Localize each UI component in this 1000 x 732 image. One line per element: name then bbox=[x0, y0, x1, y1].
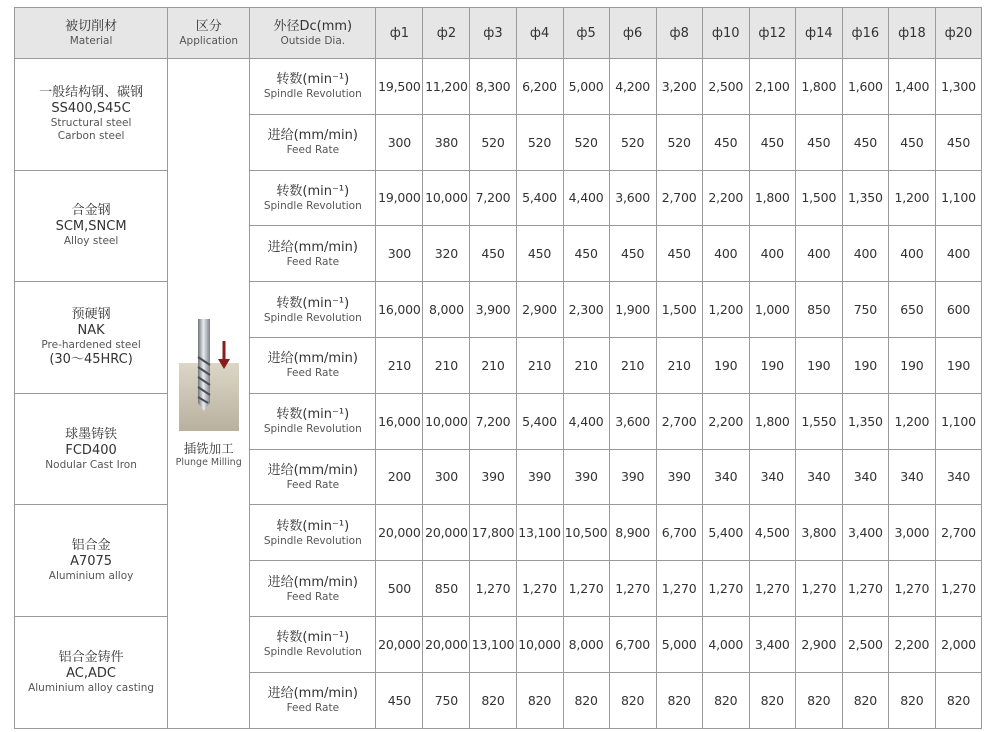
speed-value-cell: 16,000 bbox=[376, 282, 423, 338]
speed-value-cell: 2,700 bbox=[656, 393, 702, 449]
feed-value-cell: 1,270 bbox=[842, 561, 888, 617]
speed-value-cell: 1,800 bbox=[795, 59, 842, 115]
material-name-en-2: (30～45HRC) bbox=[49, 351, 133, 367]
header-diameter: ф16 bbox=[842, 8, 888, 59]
feed-value-cell: 300 bbox=[376, 226, 423, 282]
row-label-zh: 进给(mm/min) bbox=[267, 574, 358, 590]
feed-value-cell: 820 bbox=[795, 672, 842, 728]
material-cell bbox=[15, 505, 168, 617]
spindle-revolution-label bbox=[250, 393, 376, 449]
material-name-en: Alloy steel bbox=[63, 235, 119, 248]
speed-value-cell: 1,200 bbox=[702, 282, 749, 338]
speed-value-cell: 2,200 bbox=[702, 170, 749, 226]
header-application-en: Application bbox=[179, 34, 239, 47]
feed-value-cell: 400 bbox=[842, 226, 888, 282]
feed-value-cell: 210 bbox=[609, 337, 656, 393]
feed-value-cell: 450 bbox=[842, 114, 888, 170]
feed-value-cell: 210 bbox=[423, 337, 470, 393]
header-row bbox=[15, 8, 982, 59]
header-diameter: ф8 bbox=[656, 8, 702, 59]
header-diameter: ф10 bbox=[702, 8, 749, 59]
material-name-en: Aluminium alloy bbox=[48, 570, 134, 583]
feed-value-cell: 210 bbox=[516, 337, 563, 393]
feed-rate-label bbox=[250, 672, 376, 728]
speed-value-cell: 4,400 bbox=[563, 170, 609, 226]
feed-value-cell: 340 bbox=[795, 449, 842, 505]
row-label-en: Feed Rate bbox=[286, 144, 340, 157]
feed-value-cell: 1,270 bbox=[935, 561, 981, 617]
row-label-zh: 转数(min⁻¹) bbox=[276, 72, 350, 88]
header-diameter: ф6 bbox=[609, 8, 656, 59]
feed-value-cell: 820 bbox=[656, 672, 702, 728]
spindle-revolution-label bbox=[250, 170, 376, 226]
table-body bbox=[15, 59, 982, 729]
speed-value-cell: 1,800 bbox=[749, 170, 795, 226]
speed-value-cell: 13,100 bbox=[516, 505, 563, 561]
feed-value-cell: 450 bbox=[656, 226, 702, 282]
feed-value-cell: 190 bbox=[842, 337, 888, 393]
feed-rate-label bbox=[250, 337, 376, 393]
speed-value-cell: 1,000 bbox=[749, 282, 795, 338]
header-diameter: ф12 bbox=[749, 8, 795, 59]
speed-value-cell: 1,100 bbox=[935, 393, 981, 449]
table-row bbox=[15, 393, 982, 449]
material-name-zh: 预硬钢 bbox=[71, 306, 111, 322]
speed-value-cell: 4,400 bbox=[563, 393, 609, 449]
material-name-zh: 合金钢 bbox=[71, 203, 111, 219]
speed-value-cell: 5,400 bbox=[702, 505, 749, 561]
material-name-zh: 一般结构钢、碳钢 bbox=[39, 85, 144, 101]
speed-value-cell: 1,400 bbox=[888, 59, 935, 115]
speed-value-cell: 7,200 bbox=[470, 393, 516, 449]
table-row bbox=[15, 616, 982, 672]
speed-value-cell: 3,200 bbox=[656, 59, 702, 115]
feed-value-cell: 200 bbox=[376, 449, 423, 505]
plunge-milling-cutter-icon bbox=[177, 317, 241, 433]
feed-value-cell: 450 bbox=[376, 672, 423, 728]
feed-value-cell: 1,270 bbox=[888, 561, 935, 617]
speed-value-cell: 2,300 bbox=[563, 282, 609, 338]
feed-value-cell: 820 bbox=[935, 672, 981, 728]
row-label-zh: 转数(min⁻¹) bbox=[276, 630, 350, 646]
row-label-en: Feed Rate bbox=[286, 255, 340, 268]
material-code: A7075 bbox=[70, 554, 113, 570]
header-diameter: ф18 bbox=[888, 8, 935, 59]
speed-value-cell: 5,000 bbox=[656, 616, 702, 672]
speed-value-cell: 2,500 bbox=[842, 616, 888, 672]
speed-value-cell: 2,000 bbox=[935, 616, 981, 672]
material-cell bbox=[15, 59, 168, 171]
speed-value-cell: 850 bbox=[795, 282, 842, 338]
speed-value-cell: 19,500 bbox=[376, 59, 423, 115]
feed-value-cell: 820 bbox=[842, 672, 888, 728]
feed-value-cell: 400 bbox=[795, 226, 842, 282]
speed-value-cell: 2,200 bbox=[888, 616, 935, 672]
feed-value-cell: 210 bbox=[656, 337, 702, 393]
table-row bbox=[15, 170, 982, 226]
header-material-zh: 被切削材 bbox=[65, 18, 118, 34]
feed-value-cell: 190 bbox=[702, 337, 749, 393]
feed-value-cell: 450 bbox=[470, 226, 516, 282]
speed-value-cell: 1,200 bbox=[888, 170, 935, 226]
feed-value-cell: 450 bbox=[935, 114, 981, 170]
speed-value-cell: 19,000 bbox=[376, 170, 423, 226]
speed-value-cell: 5,400 bbox=[516, 393, 563, 449]
speed-value-cell: 3,600 bbox=[609, 170, 656, 226]
speed-value-cell: 1,200 bbox=[888, 393, 935, 449]
material-cell bbox=[15, 393, 168, 505]
feed-value-cell: 1,270 bbox=[702, 561, 749, 617]
header-application-zh: 区分 bbox=[195, 18, 222, 34]
feed-value-cell: 820 bbox=[563, 672, 609, 728]
speed-value-cell: 5,400 bbox=[516, 170, 563, 226]
header-diameter: ф2 bbox=[423, 8, 470, 59]
feed-value-cell: 390 bbox=[470, 449, 516, 505]
feed-value-cell: 450 bbox=[609, 226, 656, 282]
material-name-en: Aluminium alloy casting bbox=[28, 681, 155, 694]
material-name-en: Structural steel bbox=[50, 117, 132, 130]
material-code: SS400,S45C bbox=[51, 101, 131, 117]
feed-value-cell: 820 bbox=[470, 672, 516, 728]
feed-value-cell: 340 bbox=[888, 449, 935, 505]
header-application bbox=[168, 8, 250, 59]
feed-value-cell: 340 bbox=[935, 449, 981, 505]
speed-value-cell: 5,000 bbox=[563, 59, 609, 115]
feed-rate-label bbox=[250, 226, 376, 282]
feed-value-cell: 450 bbox=[516, 226, 563, 282]
speed-value-cell: 2,700 bbox=[935, 505, 981, 561]
speed-value-cell: 3,800 bbox=[795, 505, 842, 561]
speed-value-cell: 1,900 bbox=[609, 282, 656, 338]
header-outside-zh: 外径Dc(mm) bbox=[273, 18, 353, 34]
feed-value-cell: 1,270 bbox=[795, 561, 842, 617]
feed-value-cell: 340 bbox=[842, 449, 888, 505]
speed-value-cell: 16,000 bbox=[376, 393, 423, 449]
feed-value-cell: 320 bbox=[423, 226, 470, 282]
spindle-revolution-label bbox=[250, 616, 376, 672]
row-label-en: Feed Rate bbox=[286, 478, 340, 491]
feed-value-cell: 1,270 bbox=[470, 561, 516, 617]
row-label-zh: 进给(mm/min) bbox=[267, 462, 358, 478]
row-label-en: Feed Rate bbox=[286, 702, 340, 715]
feed-value-cell: 400 bbox=[749, 226, 795, 282]
feed-value-cell: 390 bbox=[516, 449, 563, 505]
spindle-revolution-label bbox=[250, 282, 376, 338]
feed-value-cell: 300 bbox=[423, 449, 470, 505]
header-material bbox=[15, 8, 168, 59]
speed-value-cell: 7,200 bbox=[470, 170, 516, 226]
spindle-revolution-label bbox=[250, 505, 376, 561]
speed-value-cell: 13,100 bbox=[470, 616, 516, 672]
material-cell bbox=[15, 170, 168, 282]
speed-value-cell: 2,900 bbox=[795, 616, 842, 672]
material-name-zh: 球墨铸铁 bbox=[65, 426, 118, 442]
speed-value-cell: 1,350 bbox=[842, 170, 888, 226]
feed-value-cell: 820 bbox=[888, 672, 935, 728]
feed-value-cell: 400 bbox=[888, 226, 935, 282]
material-code: AC,ADC bbox=[66, 665, 116, 681]
feed-value-cell: 390 bbox=[609, 449, 656, 505]
feed-value-cell: 520 bbox=[656, 114, 702, 170]
speed-value-cell: 3,400 bbox=[842, 505, 888, 561]
feed-value-cell: 210 bbox=[376, 337, 423, 393]
row-label-en: Spindle Revolution bbox=[263, 423, 362, 436]
header-outside-en: Outside Dia. bbox=[280, 34, 346, 47]
feed-value-cell: 520 bbox=[609, 114, 656, 170]
material-name-en: Nodular Cast Iron bbox=[45, 458, 137, 471]
feed-value-cell: 820 bbox=[516, 672, 563, 728]
table-row bbox=[15, 59, 982, 115]
cutting-conditions-table bbox=[14, 7, 982, 729]
feed-value-cell: 300 bbox=[376, 114, 423, 170]
speed-value-cell: 2,500 bbox=[702, 59, 749, 115]
material-name-zh: 铝合金铸件 bbox=[58, 649, 124, 665]
speed-value-cell: 2,200 bbox=[702, 393, 749, 449]
speed-value-cell: 3,600 bbox=[609, 393, 656, 449]
speed-value-cell: 11,200 bbox=[423, 59, 470, 115]
feed-value-cell: 190 bbox=[935, 337, 981, 393]
feed-rate-label bbox=[250, 114, 376, 170]
speed-value-cell: 4,200 bbox=[609, 59, 656, 115]
speed-value-cell: 1,600 bbox=[842, 59, 888, 115]
feed-value-cell: 210 bbox=[563, 337, 609, 393]
speed-value-cell: 750 bbox=[842, 282, 888, 338]
speed-value-cell: 3,400 bbox=[749, 616, 795, 672]
feed-value-cell: 1,270 bbox=[563, 561, 609, 617]
speed-value-cell: 20,000 bbox=[423, 505, 470, 561]
speed-value-cell: 1,550 bbox=[795, 393, 842, 449]
material-code: FCD400 bbox=[65, 442, 117, 458]
header-diameter: ф20 bbox=[935, 8, 981, 59]
row-label-en: Spindle Revolution bbox=[263, 646, 362, 659]
feed-rate-label bbox=[250, 449, 376, 505]
speed-value-cell: 4,000 bbox=[702, 616, 749, 672]
speed-value-cell: 20,000 bbox=[423, 616, 470, 672]
speed-value-cell: 6,700 bbox=[609, 616, 656, 672]
speed-value-cell: 17,800 bbox=[470, 505, 516, 561]
feed-value-cell: 450 bbox=[563, 226, 609, 282]
feed-value-cell: 1,270 bbox=[609, 561, 656, 617]
speed-value-cell: 1,500 bbox=[656, 282, 702, 338]
header-diameter: ф5 bbox=[563, 8, 609, 59]
row-label-zh: 转数(min⁻¹) bbox=[276, 407, 350, 423]
feed-value-cell: 390 bbox=[563, 449, 609, 505]
speed-value-cell: 8,300 bbox=[470, 59, 516, 115]
feed-value-cell: 450 bbox=[795, 114, 842, 170]
material-code: NAK bbox=[77, 322, 105, 338]
feed-value-cell: 820 bbox=[749, 672, 795, 728]
row-label-zh: 转数(min⁻¹) bbox=[276, 518, 350, 534]
feed-value-cell: 400 bbox=[702, 226, 749, 282]
feed-value-cell: 850 bbox=[423, 561, 470, 617]
feed-value-cell: 520 bbox=[470, 114, 516, 170]
material-cell bbox=[15, 616, 168, 728]
feed-value-cell: 450 bbox=[749, 114, 795, 170]
row-label-en: Spindle Revolution bbox=[263, 311, 362, 324]
speed-value-cell: 8,000 bbox=[563, 616, 609, 672]
header-diameter: ф1 bbox=[376, 8, 423, 59]
material-code: SCM,SNCM bbox=[55, 219, 127, 235]
feed-value-cell: 340 bbox=[749, 449, 795, 505]
table-row bbox=[15, 505, 982, 561]
feed-value-cell: 1,270 bbox=[516, 561, 563, 617]
header-diameter: ф3 bbox=[470, 8, 516, 59]
row-label-zh: 进给(mm/min) bbox=[267, 128, 358, 144]
header-outside-dia bbox=[250, 8, 376, 59]
row-label-zh: 转数(min⁻¹) bbox=[276, 295, 350, 311]
speed-value-cell: 1,100 bbox=[935, 170, 981, 226]
feed-value-cell: 390 bbox=[656, 449, 702, 505]
feed-rate-label bbox=[250, 561, 376, 617]
speed-value-cell: 1,350 bbox=[842, 393, 888, 449]
feed-value-cell: 190 bbox=[749, 337, 795, 393]
feed-value-cell: 520 bbox=[516, 114, 563, 170]
feed-value-cell: 190 bbox=[888, 337, 935, 393]
material-name-en: Pre-hardened steel bbox=[41, 338, 141, 351]
speed-value-cell: 6,700 bbox=[656, 505, 702, 561]
speed-value-cell: 4,500 bbox=[749, 505, 795, 561]
feed-value-cell: 380 bbox=[423, 114, 470, 170]
speed-value-cell: 1,300 bbox=[935, 59, 981, 115]
speed-value-cell: 600 bbox=[935, 282, 981, 338]
speed-value-cell: 2,900 bbox=[516, 282, 563, 338]
feed-value-cell: 500 bbox=[376, 561, 423, 617]
speed-value-cell: 1,800 bbox=[749, 393, 795, 449]
application-label-en: Plunge Milling bbox=[175, 457, 242, 469]
speed-value-cell: 10,000 bbox=[423, 170, 470, 226]
row-label-en: Spindle Revolution bbox=[263, 88, 362, 101]
feed-value-cell: 750 bbox=[423, 672, 470, 728]
row-label-zh: 进给(mm/min) bbox=[267, 686, 358, 702]
feed-value-cell: 450 bbox=[702, 114, 749, 170]
header-diameter: ф4 bbox=[516, 8, 563, 59]
material-name-en-2: Carbon steel bbox=[57, 130, 125, 143]
speed-value-cell: 20,000 bbox=[376, 616, 423, 672]
feed-value-cell: 340 bbox=[702, 449, 749, 505]
speed-value-cell: 10,500 bbox=[563, 505, 609, 561]
material-name-zh: 铝合金 bbox=[71, 538, 111, 554]
feed-value-cell: 210 bbox=[470, 337, 516, 393]
application-cell bbox=[168, 59, 250, 729]
application-label-zh: 插铣加工 bbox=[183, 441, 234, 457]
speed-value-cell: 6,200 bbox=[516, 59, 563, 115]
spindle-revolution-label bbox=[250, 59, 376, 115]
speed-value-cell: 10,000 bbox=[423, 393, 470, 449]
speed-value-cell: 10,000 bbox=[516, 616, 563, 672]
feed-value-cell: 450 bbox=[888, 114, 935, 170]
row-label-en: Feed Rate bbox=[286, 590, 340, 603]
feed-value-cell: 520 bbox=[563, 114, 609, 170]
feed-value-cell: 820 bbox=[702, 672, 749, 728]
feed-value-cell: 1,270 bbox=[656, 561, 702, 617]
row-label-en: Spindle Revolution bbox=[263, 534, 362, 547]
feed-value-cell: 400 bbox=[935, 226, 981, 282]
row-label-en: Spindle Revolution bbox=[263, 199, 362, 212]
speed-value-cell: 2,100 bbox=[749, 59, 795, 115]
feed-value-cell: 190 bbox=[795, 337, 842, 393]
feed-value-cell: 820 bbox=[609, 672, 656, 728]
speed-value-cell: 8,000 bbox=[423, 282, 470, 338]
header-diameter: ф14 bbox=[795, 8, 842, 59]
table-row bbox=[15, 282, 982, 338]
row-label-zh: 转数(min⁻¹) bbox=[276, 183, 350, 199]
speed-value-cell: 650 bbox=[888, 282, 935, 338]
speed-value-cell: 3,900 bbox=[470, 282, 516, 338]
header-material-en: Material bbox=[69, 34, 113, 47]
speed-value-cell: 1,500 bbox=[795, 170, 842, 226]
material-cell bbox=[15, 282, 168, 394]
feed-value-cell: 1,270 bbox=[749, 561, 795, 617]
speed-value-cell: 8,900 bbox=[609, 505, 656, 561]
speed-value-cell: 20,000 bbox=[376, 505, 423, 561]
row-label-en: Feed Rate bbox=[286, 367, 340, 380]
speed-value-cell: 2,700 bbox=[656, 170, 702, 226]
speed-value-cell: 3,000 bbox=[888, 505, 935, 561]
row-label-zh: 进给(mm/min) bbox=[267, 239, 358, 255]
row-label-zh: 进给(mm/min) bbox=[267, 351, 358, 367]
